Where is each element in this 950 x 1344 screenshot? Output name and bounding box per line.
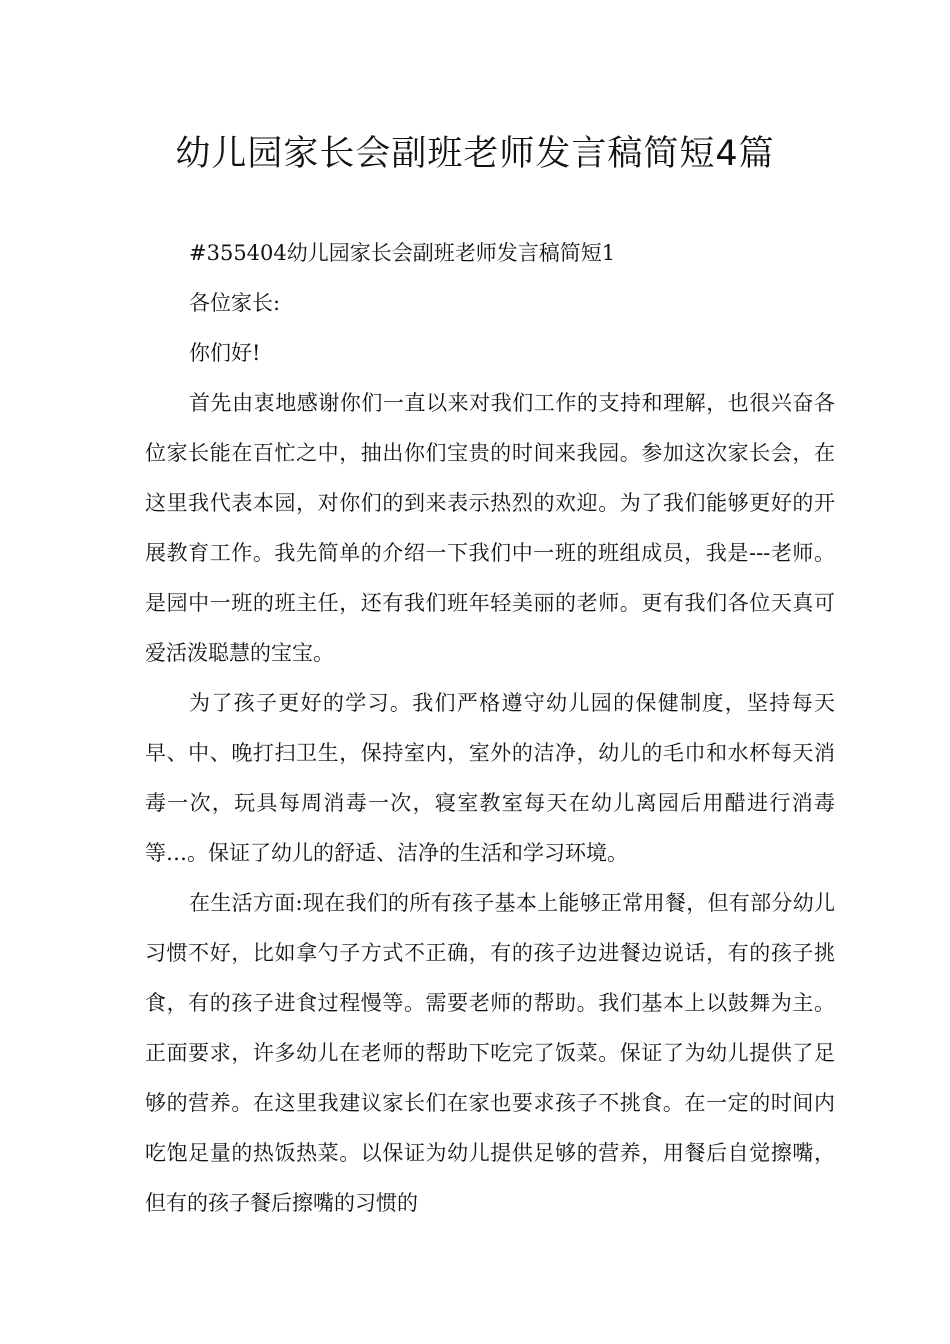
paragraph-hygiene: 为了孩子更好的学习。我们严格遵守幼儿园的保健制度，坚持每天早、中、晚打扫卫生，保持室内，室外的洁净，幼儿的毛巾和水杯每天消毒一次，玩具每周消毒一次，寝室教室每天在幼儿离园后用醋进行消毒等…。保证了幼儿的舒适、洁净的生活和学习环境。 (145, 691, 835, 865)
document-title: 幼儿园家长会副班老师发言稿简短4篇 (175, 134, 775, 174)
paragraph-introduction: 首先由衷地感谢你们一直以来对我们工作的支持和理解，也很兴奋各位家长能在百忙之中，抽出你们宝贵的时间来我园。参加这次家长会，在这里我代表本园，对你们的到来表示热烈的欢迎。为了我们能够更好的开展教育工作。我先简单的介绍一下我们中一班的班组成员，我是---老师。是园中一班的班主任，还有我们班年轻美丽的老师。更有我们各位天真可爱活泼聪慧的宝宝。 (145, 391, 835, 665)
paragraph-daily-life: 在生活方面:现在我们的所有孩子基本上能够正常用餐，但有部分幼儿习惯不好，比如拿勺子方式不正确，有的孩子边进餐边说话，有的孩子挑食，有的孩子进食过程慢等。需要老师的帮助。我们基本上以鼓舞为主。正面要求，许多幼儿在老师的帮助下吃完了饭菜。保证了为幼儿提供了足够的营养。在这里我建议家长们在家也要求孩子不挑食。在一定的时间内吃饱足量的热饭热菜。以保证为幼儿提供足够的营养，用餐后自觉擦嘴，但有的孩子餐后擦嘴的习惯的 (145, 891, 835, 1215)
paragraph-heading: #355404幼儿园家长会副班老师发言稿简短1 (189, 241, 616, 265)
paragraph-greeting: 你们好! (189, 341, 261, 365)
document-body (145, 228, 835, 1228)
paragraph-salutation: 各位家长: (189, 291, 281, 315)
